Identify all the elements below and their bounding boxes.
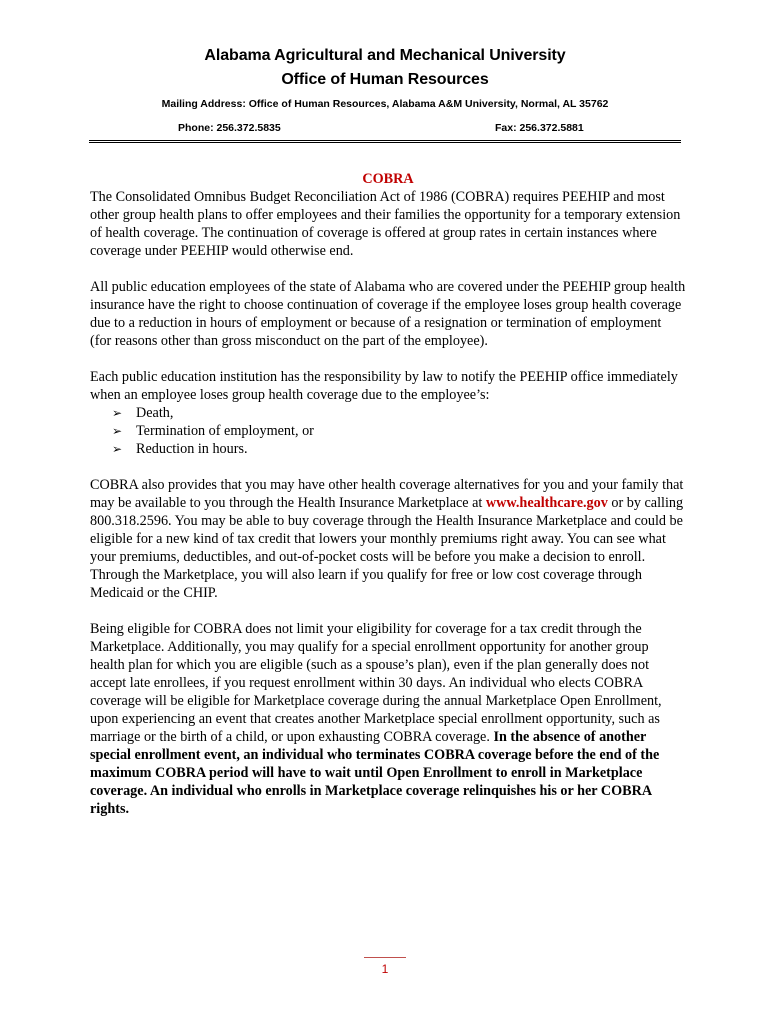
- arrow-bullet-icon: ➢: [112, 424, 123, 438]
- letterhead: [0, 44, 770, 110]
- paragraph-special-enrollment: Being eligible for COBRA does not limit your eligibility for coverage for a tax credit through the Marketplace. Additionally, you may qualify for a special enrollment opportunity for another group health plan for which you are eligible (such as a spouse’s plan), even if the plan generally does not accept late enrollees, if you request enrollment within 30 days. An individual who elects COBRA coverage will be eligible for Marketplace coverage during the annual Marketplace Open Enrollment, upon experiencing an event that creates another Marketplace special enrollment opportunity, such as marriage or the birth of a child, or upon exhausting COBRA coverage. In the absence of another special enrollment event, an individual who terminates COBRA coverage before the end of the maximum COBRA period will have to wait until Open Enrollment to enroll in Marketplace coverage. An individual who enrolls in Marketplace coverage relinquishes his or her COBRA rights.: [90, 621, 662, 817]
- page-number: 1: [381, 962, 389, 976]
- paragraph-eligibility: All public education employees of the state of Alabama who are covered under the PEEHIP group health insurance have the right to choose continuation of coverage if the employee loses group health coverage due to a reduction in hours of employment or because of a resignation or termination of employment (for reasons other than gross misconduct on the part of the employee).: [90, 279, 686, 349]
- paragraph-notification: Each public education institution has the responsibility by law to notify the PEEHIP office immediately when an employee loses group health coverage due to the employee’s:: [90, 369, 678, 403]
- reason-list: [90, 404, 686, 458]
- bold-notice: In the absence of another special enrollment event, an individual who terminates COBRA coverage before the end of the maximum COBRA period will have to wait until Open Enrollment to enroll in Marketplace coverage. An individual who enrolls in Marketplace coverage relinquishes his or her COBRA rights.: [90, 729, 660, 817]
- paragraph-intro: The Consolidated Omnibus Budget Reconciliation Act of 1986 (COBRA) requires PEEHIP and most other group health plans to offer employees and their families the opportunity for a temporary extension of health coverage. The continuation of coverage is offered at group rates in certain instances where coverage under PEEHIP would otherwise end.: [90, 189, 681, 259]
- mailing-address: Mailing Address: Office of Human Resources, Alabama A&M University, Normal, AL 35762: [161, 98, 609, 110]
- arrow-bullet-icon: ➢: [112, 442, 123, 456]
- university-name: Alabama Agricultural and Mechanical University: [204, 47, 566, 64]
- arrow-bullet-icon: ➢: [112, 406, 123, 420]
- list-item: ➢ Termination of employment, or: [112, 423, 314, 439]
- office-name: Office of Human Resources: [281, 71, 489, 88]
- header-divider: [89, 140, 681, 143]
- phone-number: Phone: 256.372.5835: [178, 122, 281, 134]
- document-body: [90, 170, 686, 836]
- fax-number: Fax: 256.372.5881: [495, 122, 584, 134]
- list-item: ➢ Death,: [112, 405, 174, 421]
- healthcare-gov-link[interactable]: www.healthcare.gov: [485, 495, 608, 511]
- footer-divider: [364, 957, 406, 958]
- paragraph-marketplace: COBRA also provides that you may have other health coverage alternatives for you and your family that may be available to you through the Health Insurance Marketplace at www.healthcare.gov or by calling 800.318.2596. You may be able to buy coverage through the Health Insurance Marketplace and could be eligible for a new kind of tax credit that lowers your monthly premiums right away. You can see what your premiums, deductibles, and out-of-pocket costs will be before you make a decision to enroll. Through the Marketplace, you will also learn if you qualify for free or low cost coverage through Medicaid or the CHIP.: [90, 477, 684, 601]
- list-item: ➢ Reduction in hours.: [112, 441, 248, 457]
- section-title: COBRA: [362, 171, 414, 187]
